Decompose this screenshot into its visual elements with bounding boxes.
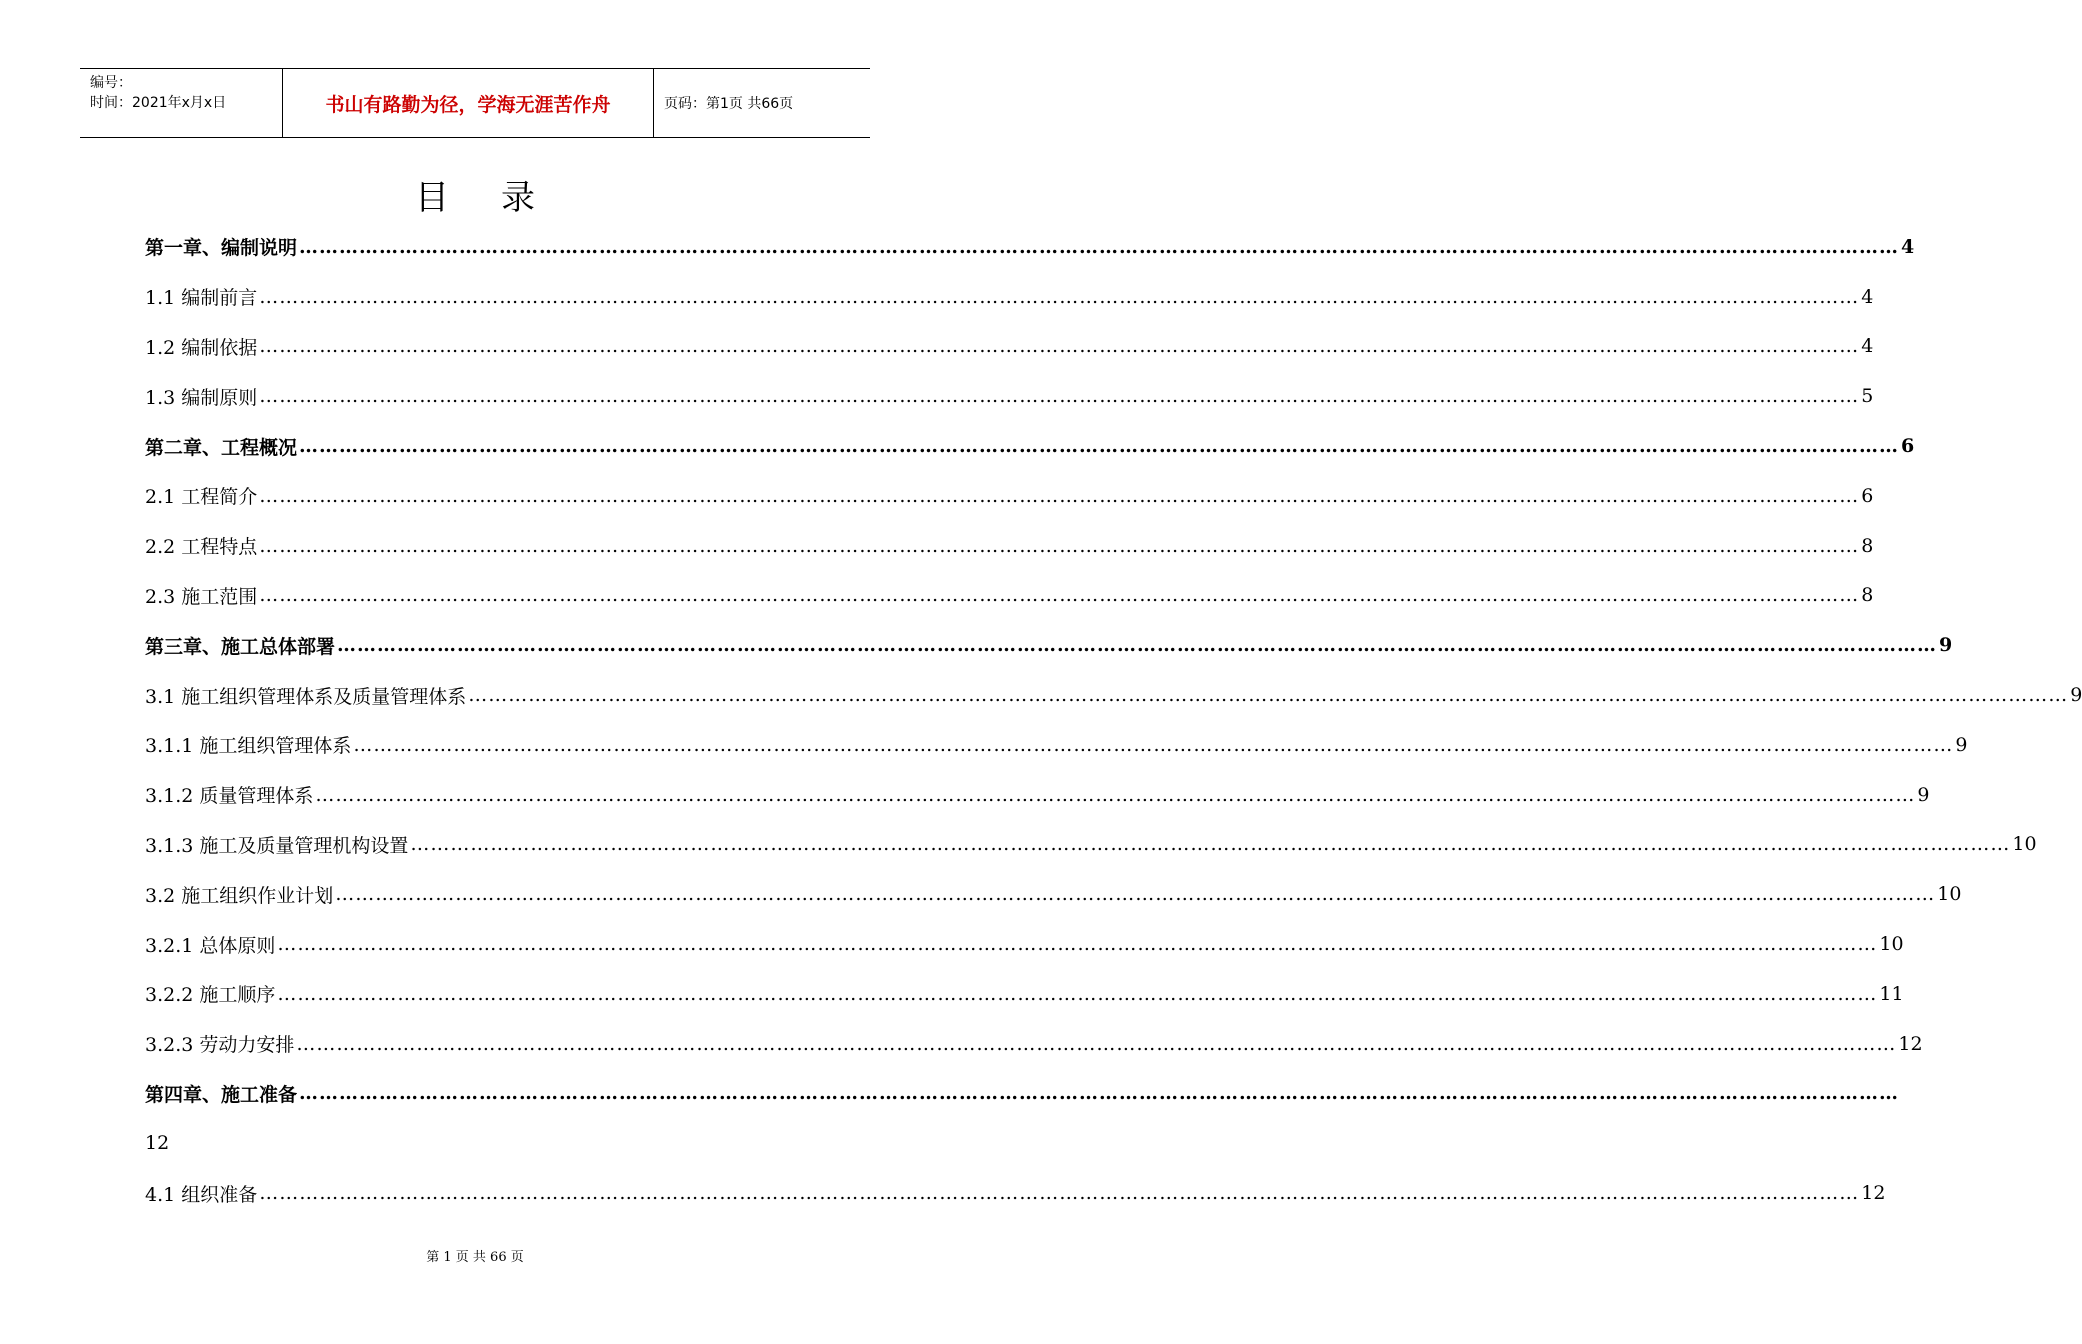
- table-of-contents: [145, 222, 2082, 1218]
- toc-page-number: 10: [1937, 883, 1962, 906]
- toc-label: 第三章、施工总体部署: [145, 635, 336, 658]
- page-title: 目录: [415, 178, 587, 218]
- toc-label: 3.2 施工组织作业计划: [145, 884, 334, 907]
- toc-leader-dots: ……………………………………………………………………………………………………………………………………………………………………………………………………………………: [259, 335, 1860, 358]
- toc-page-number: 10: [1879, 933, 1904, 956]
- toc-entry[interactable]: [145, 1118, 803, 1168]
- toc-entry[interactable]: [145, 919, 1904, 969]
- toc-label: 3.2.1 总体原则: [145, 934, 276, 957]
- toc-page-number: 6: [1901, 435, 1915, 458]
- header-meta: [80, 69, 282, 137]
- toc-label: 3.2.3 劳动力安排: [145, 1034, 295, 1057]
- toc-page-number: 12: [1861, 1182, 1886, 1205]
- toc-entry[interactable]: [145, 1069, 1900, 1119]
- toc-label: 3.1.3 施工及质量管理机构设置: [145, 834, 409, 857]
- toc-page-number: 5: [1861, 385, 1874, 408]
- toc-leader-dots: ……………………………………………………………………………………………………………………………………………………………………………………………………………………: [335, 883, 1936, 906]
- toc-entry[interactable]: [145, 770, 1930, 820]
- toc-page-number: 9: [2070, 684, 2082, 707]
- toc-label: 第一章、编制说明: [145, 237, 298, 260]
- toc-label: 3.2.2 施工顺序: [145, 984, 276, 1007]
- toc-page-number: 9: [1939, 634, 1953, 657]
- toc-label: 第二章、工程概况: [145, 436, 298, 459]
- toc-leader-dots: ……………………………………………………………………………………………………………………………………………………………………………………………………………………: [259, 484, 1860, 507]
- toc-leader-dots: ……………………………………………………………………………………………………………………………………………………………………………………………………………………: [353, 733, 1954, 756]
- toc-entry[interactable]: [145, 421, 1915, 471]
- toc-entry[interactable]: [145, 571, 1874, 621]
- toc-page-number: 12: [145, 1132, 170, 1155]
- toc-entry[interactable]: [145, 869, 1962, 919]
- toc-entry[interactable]: [145, 371, 1874, 421]
- toc-page-number: 6: [1861, 484, 1874, 507]
- toc-leader-dots: ……………………………………………………………………………………………………………………………………………………………………………………………………………………: [259, 285, 1860, 308]
- toc-leader-dots: ……………………………………………………………………………………………………………………………………………………………………………………………………………………: [299, 435, 1900, 458]
- toc-page-number: 4: [1901, 235, 1915, 258]
- toc-label: 1.1 编制前言: [145, 287, 258, 310]
- toc-entry[interactable]: [145, 521, 1874, 571]
- toc-label: 1.3 编制原则: [145, 386, 258, 409]
- toc-leader-dots: ……………………………………………………………………………………………………………………………………………………………………………………………………………………: [259, 1182, 1860, 1205]
- toc-label: 3.1.1 施工组织管理体系: [145, 735, 352, 758]
- toc-label: 3.1 施工组织管理体系及质量管理体系: [145, 685, 467, 708]
- toc-leader-dots: ……………………………………………………………………………………………………………………………………………………………………………………………………………………: [259, 534, 1860, 557]
- toc-page-number: 9: [1917, 783, 1930, 806]
- toc-leader-dots: ……………………………………………………………………………………………………………………………………………………………………………………………………………………: [277, 933, 1878, 956]
- toc-page-number: 8: [1861, 534, 1874, 557]
- toc-leader-dots: ……………………………………………………………………………………………………………………………………………………………………………………………………………………: [296, 1032, 1897, 1055]
- document-date: 时间：2021年x月x日: [90, 95, 227, 111]
- toc-leader-dots: ……………………………………………………………………………………………………………………………………………………………………………………………………………………: [468, 684, 2069, 707]
- toc-label: 2.1 工程简介: [145, 486, 258, 509]
- toc-entry[interactable]: [145, 620, 1953, 670]
- toc-leader-dots: ……………………………………………………………………………………………………………………………………………………………………………………………………………………: [259, 584, 1860, 607]
- toc-entry[interactable]: [145, 820, 2037, 870]
- toc-leader-dots: ……………………………………………………………………………………………………………………………………………………………………………………………………………………: [410, 833, 2011, 856]
- toc-page-number: 12: [1898, 1032, 1923, 1055]
- motto-text: 书山有路勤为径，学海无涯苦作舟: [325, 93, 611, 116]
- toc-entry[interactable]: [145, 1168, 1886, 1218]
- toc-label: 第四章、施工准备: [145, 1083, 298, 1106]
- toc-page-number: 4: [1861, 285, 1874, 308]
- toc-label: 2.3 施工范围: [145, 585, 258, 608]
- toc-label: 3.1.2 质量管理体系: [145, 785, 314, 808]
- toc-leader-dots: ……………………………………………………………………………………………………………………………………………………………………………………………………………………: [337, 634, 1938, 657]
- toc-leader-dots: ……………………………………………………………………………………………………………………………………………………………………………………………………………………: [299, 1082, 1900, 1105]
- toc-entry[interactable]: [145, 322, 1874, 372]
- toc-page-number: 11: [1879, 982, 1904, 1005]
- header-motto: [282, 69, 654, 137]
- toc-entry[interactable]: [145, 222, 1915, 272]
- page-footer: 第 1 页 共 66 页: [426, 1250, 524, 1265]
- toc-label: 2.2 工程特点: [145, 536, 258, 559]
- toc-page-number: 9: [1955, 733, 1968, 756]
- toc-page-number: 8: [1861, 584, 1874, 607]
- toc-entry[interactable]: [145, 969, 1904, 1019]
- toc-entry[interactable]: [145, 720, 1968, 770]
- toc-leader-dots: ……………………………………………………………………………………………………………………………………………………………………………………………………………………: [277, 982, 1878, 1005]
- toc-leader-dots: ……………………………………………………………………………………………………………………………………………………………………………………………………………………: [259, 385, 1860, 408]
- toc-leader-dots: ……………………………………………………………………………………………………………………………………………………………………………………………………………………: [315, 783, 1916, 806]
- toc-entry[interactable]: [145, 471, 1874, 521]
- toc-page-number: 4: [1861, 335, 1874, 358]
- toc-leader-dots: ……………………………………………………………………………………………………………………………………………………………………………………………………………………: [299, 235, 1900, 258]
- toc-entry[interactable]: [145, 670, 2082, 720]
- toc-page-number: 10: [2012, 833, 2037, 856]
- header-page-info: 页码：第1页 共66页: [664, 96, 794, 112]
- document-number: 编号：: [90, 75, 132, 91]
- toc-entry[interactable]: [145, 272, 1874, 322]
- toc-entry[interactable]: [145, 1019, 1923, 1069]
- page-header: [80, 68, 870, 138]
- toc-label: 4.1 组织准备: [145, 1183, 258, 1206]
- toc-label: 1.2 编制依据: [145, 336, 258, 359]
